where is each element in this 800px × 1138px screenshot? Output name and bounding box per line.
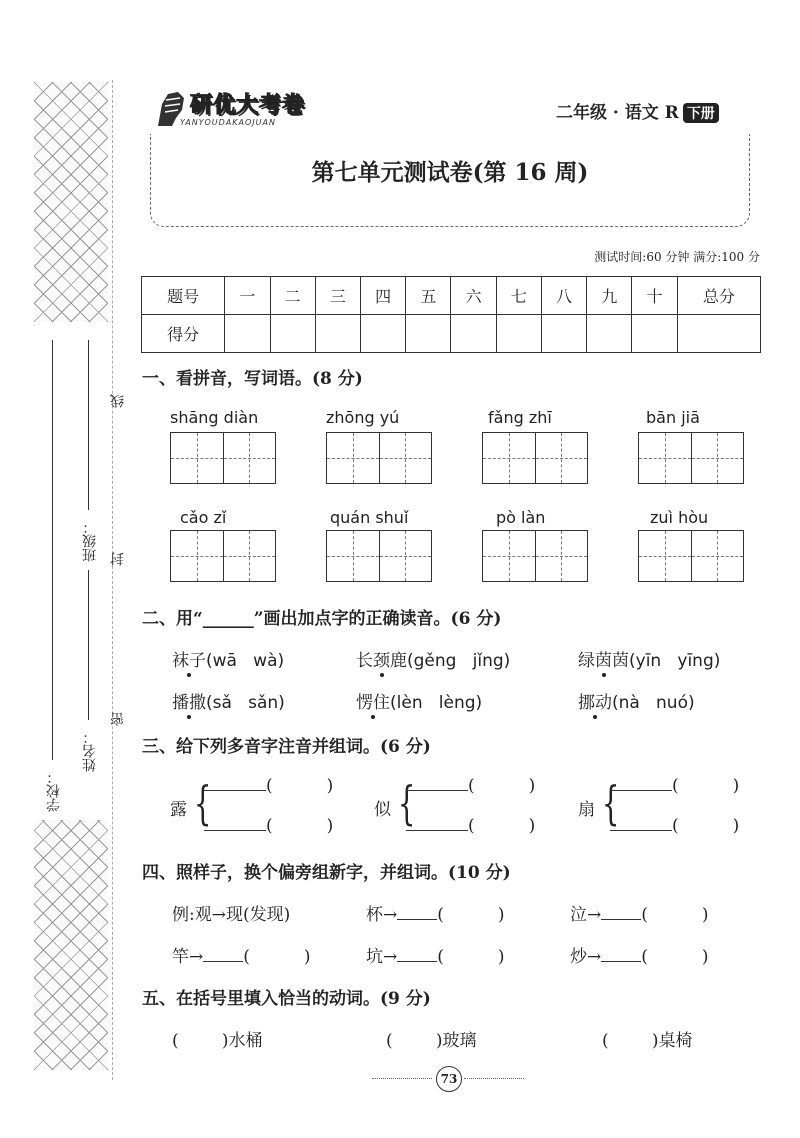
answer-blank[interactable]: ( ) (204, 816, 333, 836)
writing-grid[interactable] (326, 530, 432, 582)
q2-item (356, 646, 510, 671)
score-cell[interactable] (361, 315, 406, 353)
score-cell[interactable] (677, 315, 760, 353)
dotted-word: 长颈鹿 (356, 651, 407, 671)
writing-grid[interactable] (170, 432, 276, 484)
answer-blank[interactable]: ( ) (406, 816, 535, 836)
binding-line (112, 80, 113, 1080)
q4-item[interactable]: 竿→ ( ) (172, 947, 311, 967)
q2-item (172, 688, 285, 713)
brace-icon: { (193, 776, 212, 830)
dotted-word: 绿茵茵 (578, 651, 629, 671)
answer-blank[interactable]: ( ) (204, 776, 333, 796)
q1-pinyin: zuì hòu (650, 508, 709, 527)
q4-item-label: 泣→ (570, 905, 602, 925)
seal-xian: 线 (110, 394, 126, 408)
q4-example: 例:观→现(发现) (172, 905, 291, 925)
q2-title: 二、用“______”画出加点字的正确读音。(6 分) (142, 609, 502, 629)
brand-logo (152, 86, 322, 134)
school-field[interactable] (52, 340, 53, 760)
writing-grid[interactable] (326, 432, 432, 484)
logo-text: 研优大考卷 (190, 93, 306, 118)
score-header-cell: 二 (270, 277, 315, 315)
score-header-cell: 十 (632, 277, 677, 315)
q5-title: 五、在括号里填入恰当的动词。(9 分) (142, 989, 431, 1009)
score-cell[interactable] (587, 315, 632, 353)
polyphone-char: 扇 (578, 800, 595, 820)
score-header-cell: 三 (315, 277, 360, 315)
dotted-word: 挪动 (578, 693, 612, 713)
test-meta: 测试时间:60 分钟 满分:100 分 (594, 250, 760, 264)
score-cell[interactable] (406, 315, 451, 353)
score-header-cell: 九 (587, 277, 632, 315)
q4-item[interactable]: 炒→ ( ) (570, 947, 709, 967)
brace-icon: { (397, 776, 416, 830)
score-table (141, 276, 761, 353)
q4-item-label: 杯→ (366, 905, 398, 925)
page-title: 第七单元测试卷(第 16 周) (311, 159, 589, 186)
q2-item (172, 646, 284, 671)
score-header-cell: 一 (225, 277, 270, 315)
pinyin-choices[interactable]: (gěng jǐng) (407, 651, 511, 671)
hatch-pattern-top (34, 82, 108, 322)
volume-badge: 下册 (683, 103, 719, 123)
seal-mi: 密 (110, 712, 126, 726)
writing-grid[interactable] (638, 530, 744, 582)
q4-item[interactable]: 杯→ ( ) (366, 905, 505, 925)
pinyin-choices[interactable]: (sǎ sǎn) (206, 693, 285, 713)
answer-blank[interactable]: ( ) (610, 776, 739, 796)
score-header-cell: 总分 (677, 277, 760, 315)
brace-icon: { (601, 776, 620, 830)
grade-text: 二年级 · 语文 R (556, 103, 679, 123)
dotted-word: 愣住 (356, 693, 390, 713)
title-box (150, 134, 750, 227)
score-cell[interactable] (270, 315, 315, 353)
score-cell[interactable] (451, 315, 496, 353)
q1-pinyin: zhōng yú (326, 408, 400, 427)
q2-item (578, 646, 720, 671)
dotted-word: 播撒 (172, 693, 206, 713)
score-header-cell: 四 (361, 277, 406, 315)
polyphone-char: 似 (374, 800, 391, 820)
writing-grid[interactable] (170, 530, 276, 582)
pinyin-choices[interactable]: (yīn yīng) (629, 651, 721, 671)
q5-item[interactable]: ( )玻璃 (386, 1031, 477, 1051)
q1-pinyin: pò làn (496, 508, 546, 527)
polyphone-char: 露 (170, 800, 187, 820)
q4-item-label: 竿→ (172, 947, 204, 967)
school-label: 学校： (46, 770, 62, 812)
q1-pinyin: bān jiā (646, 408, 700, 427)
writing-grid[interactable] (482, 530, 588, 582)
page-divider (372, 1078, 432, 1079)
q4-title: 四、照样子，换个偏旁组新字，并组词。(10 分) (142, 863, 511, 883)
score-cell[interactable] (315, 315, 360, 353)
name-field[interactable] (88, 570, 89, 720)
page-number: 73 (436, 1066, 462, 1092)
answer-blank[interactable]: ( ) (610, 816, 739, 836)
score-header-cell: 五 (406, 277, 451, 315)
seal-feng: 封 (110, 552, 126, 566)
score-cell[interactable] (496, 315, 541, 353)
q1-pinyin: cǎo zǐ (180, 508, 227, 527)
writing-grid[interactable] (482, 432, 588, 484)
score-row-label: 得分 (142, 315, 225, 353)
writing-grid[interactable] (638, 432, 744, 484)
pinyin-choices[interactable]: (wā wà) (206, 651, 285, 671)
pinyin-choices[interactable]: (nà nuó) (612, 693, 695, 713)
q2-item (578, 688, 695, 713)
q1-title: 一、看拼音，写词语。(8 分) (142, 369, 363, 389)
q4-item-label: 坑→ (366, 947, 398, 967)
q4-item[interactable]: 泣→ ( ) (570, 905, 709, 925)
dotted-word: 袜子 (172, 651, 206, 671)
name-label: 姓名： (82, 730, 98, 772)
q5-item[interactable]: ( )桌椅 (602, 1031, 693, 1051)
answer-blank[interactable]: ( ) (406, 776, 535, 796)
q1-pinyin: shāng diàn (170, 408, 259, 427)
logo-subtitle: YANYOUDAKAOJUAN (180, 118, 276, 127)
q2-item (356, 688, 482, 713)
question-number-row (142, 277, 761, 315)
pinyin-choices[interactable]: (lèn lèng) (390, 693, 483, 713)
class-label: 班级： (82, 520, 98, 562)
q5-item[interactable]: ( )水桶 (172, 1031, 263, 1051)
score-header-cell: 六 (451, 277, 496, 315)
grade-info (556, 98, 719, 123)
score-row (142, 315, 761, 353)
score-cell[interactable] (225, 315, 270, 353)
q1-pinyin: quán shuǐ (330, 508, 409, 527)
score-cell[interactable] (632, 315, 677, 353)
q4-item-label: 炒→ (570, 947, 602, 967)
score-header-cell: 题号 (142, 277, 225, 315)
score-header-cell: 七 (496, 277, 541, 315)
q3-title: 三、给下列多音字注音并组词。(6 分) (142, 737, 431, 757)
hatch-pattern-bottom (34, 820, 108, 1070)
score-header-cell: 八 (541, 277, 586, 315)
class-field[interactable] (88, 340, 89, 510)
q4-item[interactable]: 坑→ ( ) (366, 947, 505, 967)
q1-pinyin: fǎng zhī (488, 408, 552, 427)
page-divider (464, 1078, 524, 1079)
score-cell[interactable] (541, 315, 586, 353)
